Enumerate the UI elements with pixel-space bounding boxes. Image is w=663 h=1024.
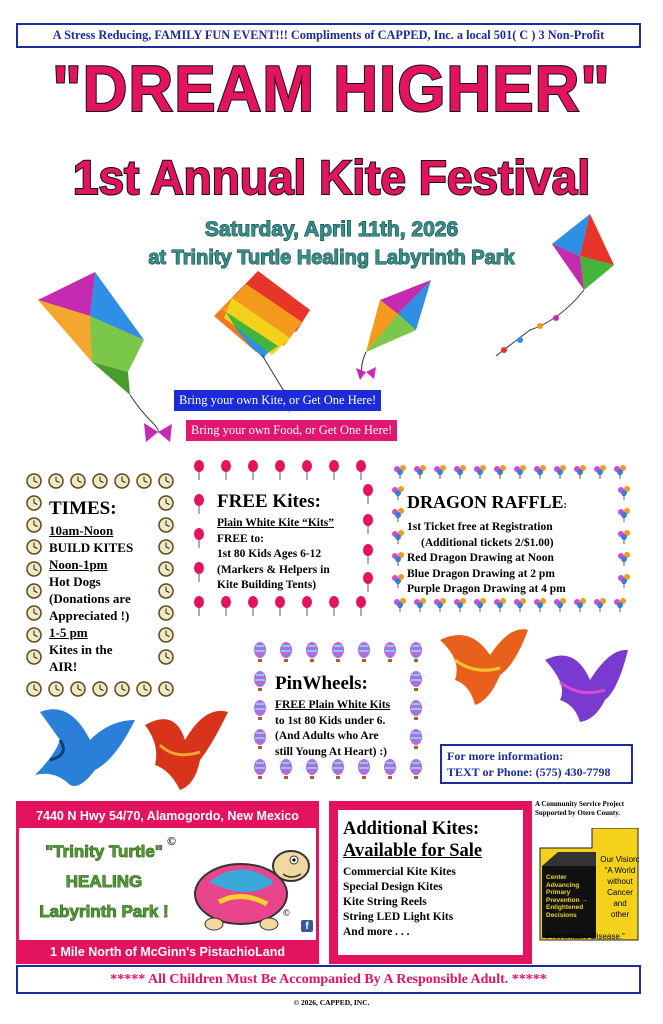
- bring-food-banner: Bring your own Food, or Get One Here!: [186, 420, 397, 441]
- additional-kites-panel: [329, 801, 532, 964]
- event-date: Saturday, April 11th, 2026: [204, 218, 459, 241]
- sale-item: And more . . .: [343, 926, 410, 938]
- additional-kites-title: Additional Kites:: [343, 819, 480, 839]
- times-slot3-desc2: AIR!: [49, 659, 78, 674]
- capped-name: Center Advancing Primary Prevention → Enlightened Decisions: [546, 874, 588, 919]
- children-notice: ***** All Children Must Be Accompanied By A Responsible Adult. *****: [16, 965, 641, 994]
- dragon-orange-illustration: [440, 629, 528, 705]
- pinwheels-line2: to 1st 80 Kids under 6.: [275, 714, 386, 727]
- dragon-blue-illustration: [35, 709, 135, 786]
- free-kites-line3: 1st 80 Kids Ages 6-12: [217, 548, 322, 560]
- times-section: [49, 497, 133, 675]
- dragon-red-illustration: [145, 711, 228, 790]
- community-line1: A Community Service Project: [535, 800, 625, 808]
- turtle-copyright: ©: [283, 908, 290, 918]
- free-kites-line4: (Markers & Helpers in: [217, 563, 330, 576]
- subheadline: 1st Annual Kite Festival: [72, 149, 591, 205]
- free-kites-title: FREE Kites:: [217, 491, 321, 512]
- additional-kites-text: [343, 818, 482, 940]
- sale-item: Commercial Kite Kites: [343, 866, 456, 878]
- sale-item: Kite String Reels: [343, 896, 427, 908]
- times-slot2-desc3: Appreciated !): [49, 608, 130, 623]
- park-logo-line3: Labyrinth Park !: [39, 902, 169, 921]
- park-logo-copyright: ©: [167, 834, 176, 848]
- address-bar: 7440 N Hwy 54/70, Alamogordo, New Mexico: [19, 804, 316, 828]
- free-kites-line2: FREE to:: [217, 532, 264, 545]
- bring-kite-banner: Bring your own Kite, or Get One Here!: [174, 390, 381, 411]
- free-kites-line1: Plain White Kite “Kits”: [217, 517, 335, 529]
- raffle-line1: 1st Ticket free at Registration: [407, 521, 553, 533]
- top-banner: A Stress Reducing, FAMILY FUN EVENT!!! Compliments of CAPPED, Inc. a local 501( C ) 3 Non-Profit: [16, 23, 641, 48]
- times-slot1-time: 10am-Noon: [49, 523, 114, 538]
- free-kites-section: [217, 490, 334, 594]
- directions-bar: 1 Mile North of McGinn's PistachioLand: [19, 940, 316, 964]
- available-for-sale-title: Available for Sale: [343, 841, 483, 861]
- community-line2: Supported by Otero County.: [535, 809, 621, 817]
- sale-item: String LED Light Kits: [343, 911, 454, 923]
- contact-phone: TEXT or Phone: (575) 430-7798: [447, 765, 611, 779]
- times-slot2-desc1: Hot Dogs: [49, 574, 101, 589]
- raffle-line4: Blue Dragon Drawing at 2 pm: [407, 567, 555, 580]
- contact-info-box: [440, 744, 633, 784]
- times-slot2-time: Noon-1pm: [49, 557, 108, 572]
- community-project-note: [535, 800, 624, 818]
- times-slot3-time: 1-5 pm: [49, 625, 88, 640]
- capped-logo: [538, 828, 643, 953]
- facebook-icon[interactable]: f: [301, 920, 313, 932]
- pinwheels-title: PinWheels:: [275, 673, 368, 694]
- dragon-raffle-section: [407, 490, 567, 598]
- additional-kites-inner: [338, 810, 523, 955]
- pinwheels-section: [275, 672, 390, 760]
- park-location-panel: [16, 801, 319, 964]
- raffle-title: DRAGON RAFFLE:: [407, 492, 567, 512]
- capped-vision-end: Preventable Disease.”: [546, 932, 625, 941]
- dragon-purple-illustration: [545, 650, 628, 722]
- headline: "DREAM HIGHER": [52, 53, 611, 126]
- raffle-line5: Purple Dragon Drawing at 4 pm: [407, 583, 566, 595]
- times-slot1-desc: BUILD KITES: [49, 540, 134, 555]
- raffle-line2: (Additional tickets 2/$1.00): [421, 536, 554, 549]
- pinwheels-line1: FREE Plain White Kits: [275, 699, 391, 711]
- copyright: © 2026, CAPPED, INC.: [293, 998, 370, 1007]
- capped-vision: Our Vision: “A World without Cancer and other: [600, 855, 640, 919]
- pinwheels-line4: still Young At Heart) :): [275, 745, 388, 758]
- times-title: TIMES:: [49, 498, 117, 519]
- park-logo-line2: HEALING: [65, 872, 143, 891]
- times-slot2-desc2: (Donations are: [49, 591, 131, 606]
- pinwheels-line3: (And Adults who Are: [275, 730, 379, 742]
- times-slot3-desc1: Kites in the: [49, 642, 113, 657]
- contact-line1: For more information:: [447, 749, 564, 763]
- turtle-mascot-illustration: [179, 832, 319, 942]
- raffle-line3: Red Dragon Drawing at Noon: [407, 552, 554, 564]
- free-kites-line5: Kite Building Tents): [217, 579, 317, 591]
- park-logo-line1: "Trinity Turtle": [45, 842, 163, 861]
- sale-item: Special Design Kites: [343, 881, 443, 893]
- event-venue: at Trinity Turtle Healing Labyrinth Park: [148, 247, 515, 269]
